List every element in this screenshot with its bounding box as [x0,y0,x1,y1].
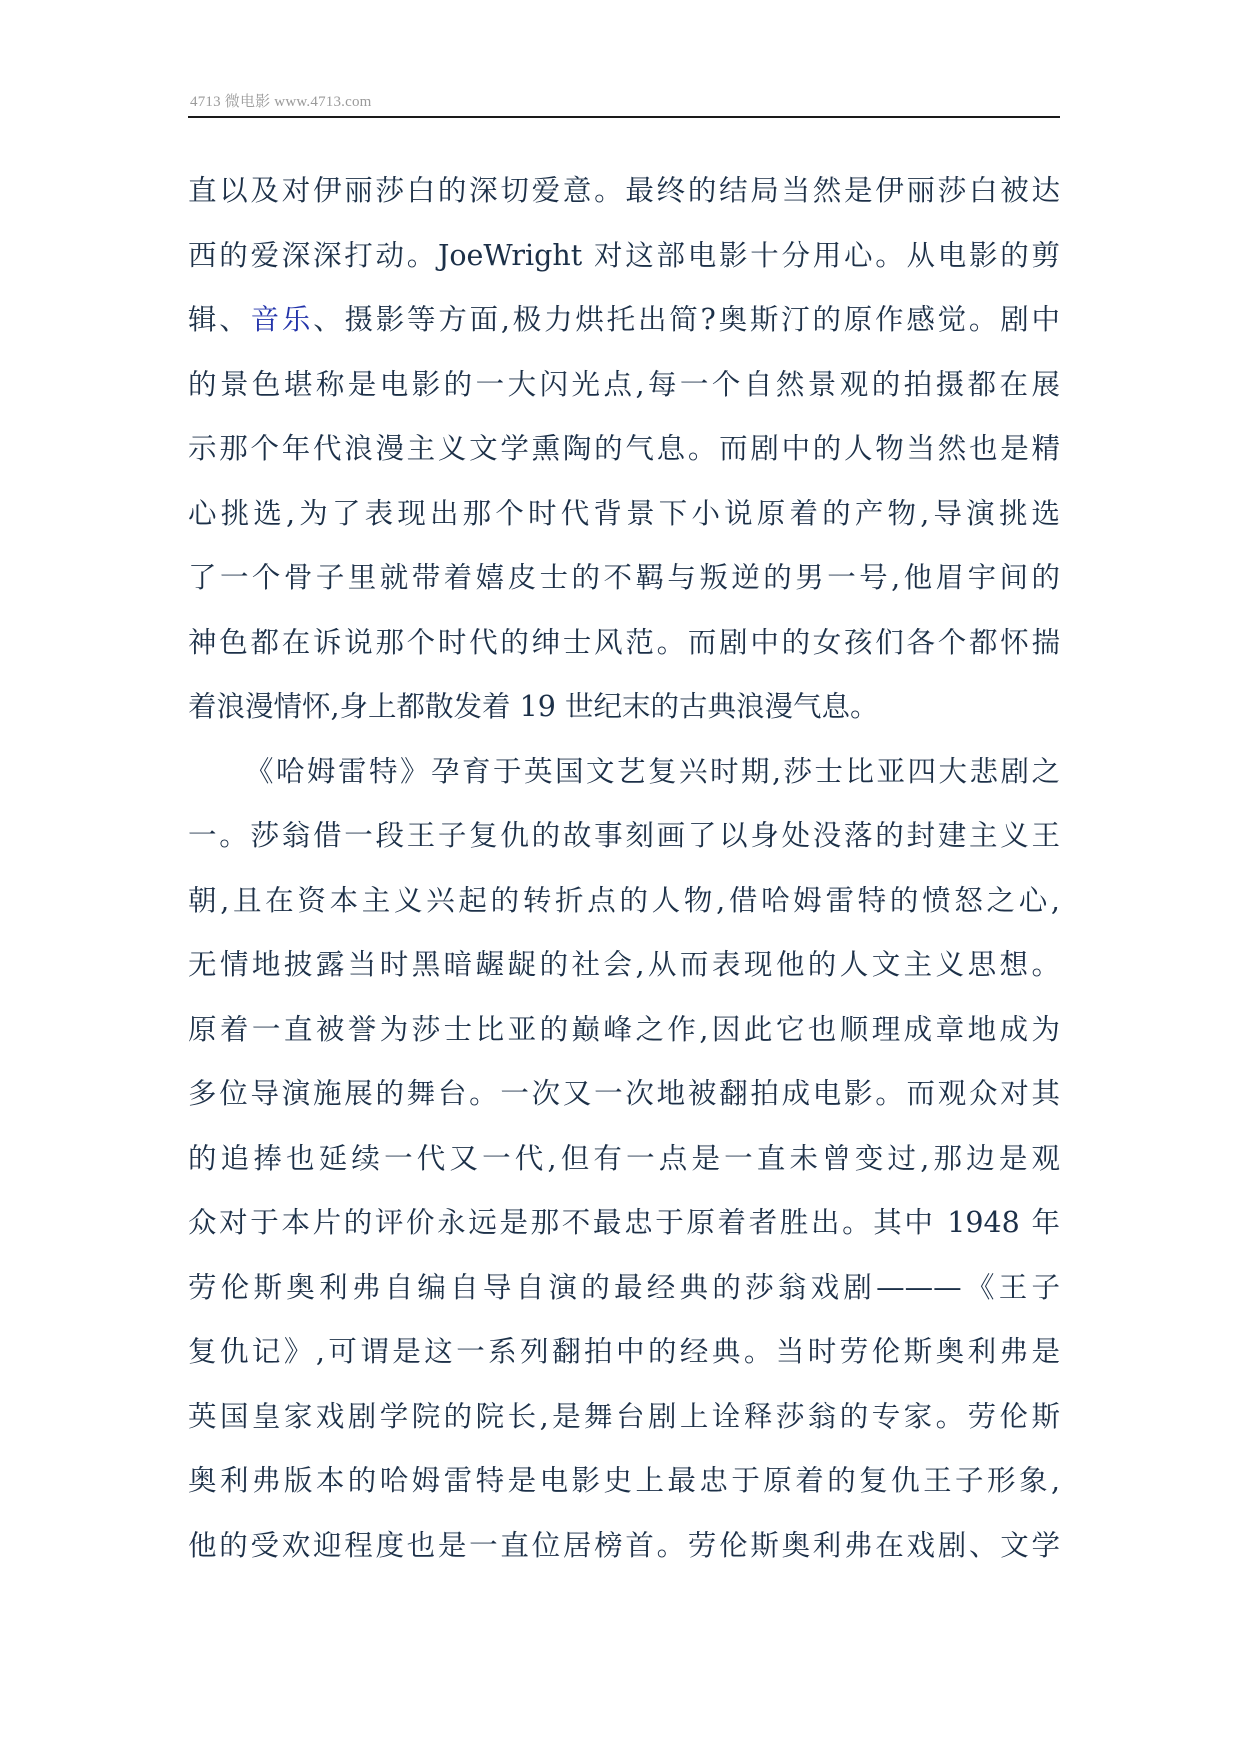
text-line: 直以及对伊丽莎白的深切爱意。最终的结局当然是伊丽莎白被达 [188,174,1060,207]
text-line [188,288,1060,353]
page-header [188,86,1060,118]
paragraph-2 [188,740,1060,1579]
document-body [188,159,1060,1578]
text-line: 奥利弗版本的哈姆雷特是电影史上最忠于原着的复仇王子形象, [188,1464,1060,1497]
text-line: 英国皇家戏剧学院的院长,是舞台剧上诠释莎翁的专家。劳伦斯 [188,1399,1060,1433]
text-line: 神色都在诉说那个时代的绅士风范。而剧中的女孩们各个都怀揣 [188,625,1060,659]
header-site-label[interactable]: 4713 微电影 www.4713.com [190,94,372,110]
text-segment: 辑、 [188,303,251,336]
text-line: 复仇记》,可谓是这一系列翻拍中的经典。当时劳伦斯奥利弗是 [188,1335,1060,1368]
text-segment: 、摄影等方面,极力烘托出简?奥斯汀的原作感觉。剧中 [313,303,1060,336]
text-line: 朝,且在资本主义兴起的转折点的人物,借哈姆雷特的愤怒之心, [188,883,1060,917]
music-link[interactable]: 音乐 [250,303,314,336]
text-line: 一。莎翁借一段王子复仇的故事刻画了以身处没落的封建主义王 [188,819,1060,852]
paragraph-1 [188,159,1060,740]
text-line: 示那个年代浪漫主义文学熏陶的气息。而剧中的人物当然也是精 [188,432,1060,465]
text-line: 的景色堪称是电影的一大闪光点,每一个自然景观的拍摄都在展 [188,367,1060,401]
text-line: 的追捧也延续一代又一代,但有一点是一直未曾变过,那边是观 [188,1141,1060,1175]
text-line: 着浪漫情怀,身上都散发着 19 世纪末的古典浪漫气息。 [188,690,879,723]
text-line: 了一个骨子里就带着嬉皮士的不羁与叛逆的男一号,他眉宇间的 [188,561,1060,594]
text-line: 原着一直被誉为莎士比亚的巅峰之作,因此它也顺理成章地成为 [188,1012,1060,1046]
text-line: 心挑选,为了表现出那个时代背景下小说原着的产物,导演挑选 [188,496,1060,530]
text-line: 西的爱深深打动。JoeWright 对这部电影十分用心。从电影的剪 [188,238,1060,272]
text-line: 无情地披露当时黑暗龌龊的社会,从而表现他的人文主义思想。 [188,948,1060,981]
text-line: 众对于本片的评价永远是那不最忠于原着者胜出。其中 1948 年 [188,1206,1060,1239]
text-line: 多位导演施展的舞台。一次又一次地被翻拍成电影。而观众对其 [188,1077,1060,1110]
text-line: 劳伦斯奥利弗自编自导自演的最经典的莎翁戏剧———《王子 [188,1270,1060,1304]
text-line: 《哈姆雷特》孕育于英国文艺复兴时期,莎士比亚四大悲剧之 [245,754,1060,788]
text-line: 他的受欢迎程度也是一直位居榜首。劳伦斯奥利弗在戏剧、文学 [188,1528,1060,1562]
